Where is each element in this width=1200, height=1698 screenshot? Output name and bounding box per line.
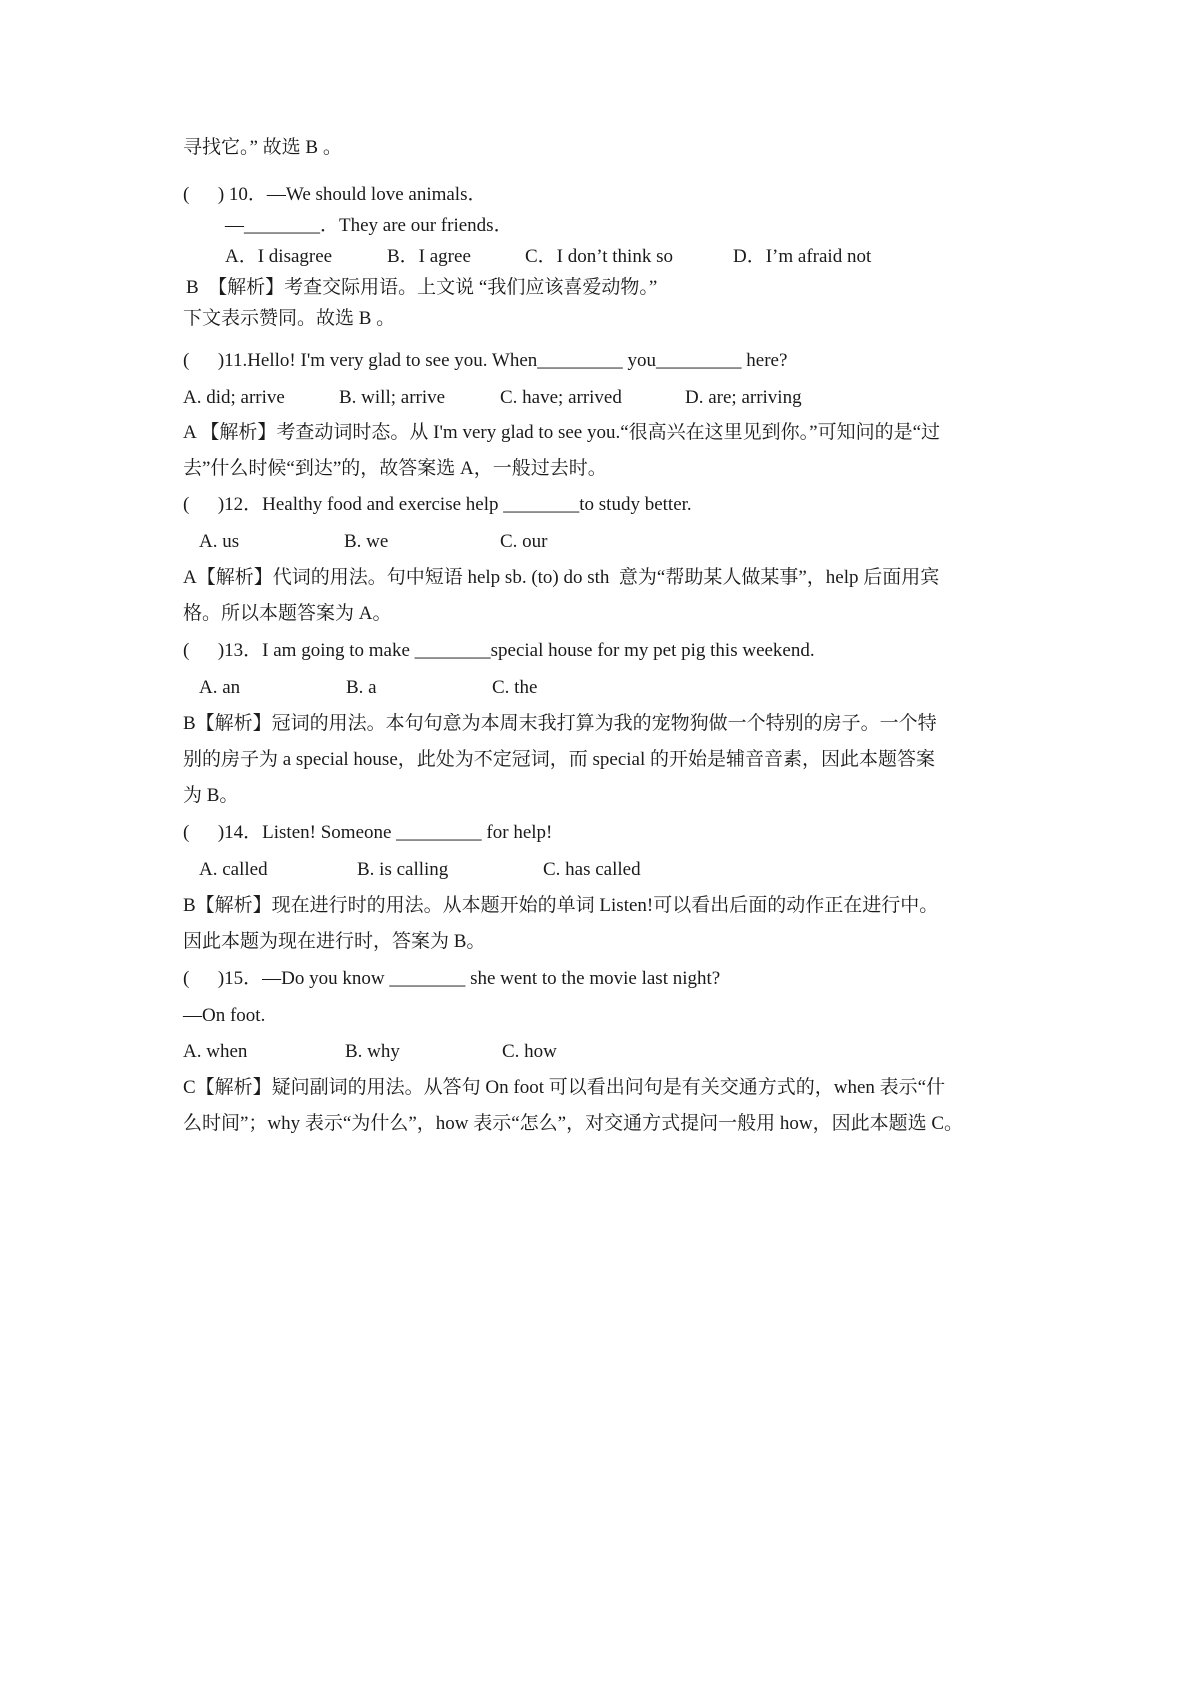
- q10-analysis-1: B 【解析】考查交际用语。上文说 “我们应该喜爱动物。”: [186, 277, 658, 298]
- q10-response: —________．They are our friends．: [225, 215, 513, 236]
- q15-option-a: A. when: [183, 1041, 248, 1062]
- q12-option-a: A. us: [199, 531, 240, 552]
- q10-option-d: D．I’m afraid not: [733, 246, 872, 267]
- q12-option-c: C. our: [500, 531, 548, 552]
- q11-option-c: C. have; arrived: [500, 387, 622, 408]
- q13-option-c: C. the: [492, 677, 538, 698]
- q14-option-a: A. called: [199, 859, 268, 880]
- q10-analysis-2: 下文表示赞同。故选 B 。: [183, 308, 396, 329]
- q11-question: ( )11.Hello! I'm very glad to see you. When_________ you_________ here?: [183, 350, 788, 371]
- q13-question: ( )13．I am going to make ________special house for my pet pig this weekend.: [183, 640, 815, 661]
- q15-question: ( )15．—Do you know ________ she went to the movie last night?: [183, 968, 721, 989]
- q14-analysis-1: B【解析】现在进行时的用法。从本题开始的单词 Listen!可以看出后面的动作正在进行中。: [183, 895, 939, 916]
- q12-analysis-1: A【解析】代词的用法。句中短语 help sb. (to) do sth 意为“帮助某人做某事”，help 后面用宾: [183, 567, 940, 588]
- q12-option-b: B. we: [344, 531, 389, 552]
- q12-question: ( )12．Healthy food and exercise help ________to study better.: [183, 494, 692, 515]
- q14-option-b: B. is calling: [357, 859, 449, 880]
- q14-analysis-2: 因此本题为现在进行时，答案为 B。: [183, 931, 486, 952]
- q9-analysis-tail: 寻找它。” 故选 B 。: [183, 137, 342, 158]
- q13-analysis-2: 别的房子为 a special house，此处为不定冠词，而 special 的开始是辅音音素，因此本题答案: [183, 749, 936, 770]
- q14-option-c: C. has called: [543, 859, 641, 880]
- q15-option-b: B. why: [345, 1041, 400, 1062]
- q13-option-a: A. an: [199, 677, 241, 698]
- q13-analysis-3: 为 B。: [183, 785, 239, 806]
- q15-option-c: C. how: [502, 1041, 557, 1062]
- q10-option-a: A．I disagree: [225, 246, 333, 267]
- q13-option-b: B. a: [346, 677, 377, 698]
- q15-response: —On foot.: [183, 1005, 266, 1026]
- q10-option-b: B．I agree: [387, 246, 471, 267]
- q10-option-c: C．I don’t think so: [525, 246, 673, 267]
- q15-analysis-1: C【解析】疑问副词的用法。从答句 On foot 可以看出问句是有关交通方式的，when 表示“什: [183, 1077, 946, 1098]
- q11-option-a: A. did; arrive: [183, 387, 285, 408]
- q14-question: ( )14．Listen! Someone _________ for help!: [183, 822, 553, 843]
- q13-analysis-1: B【解析】冠词的用法。本句句意为本周末我打算为我的宠物狗做一个特别的房子。一个特: [183, 713, 937, 734]
- q11-analysis-2: 去”什么时候“到达”的，故答案选 A，一般过去时。: [183, 458, 607, 479]
- q11-option-d: D. are; arriving: [685, 387, 802, 408]
- q11-analysis-1: A 【解析】考查动词时态。从 I'm very glad to see you.“很高兴在这里见到你。”可知问的是“过: [183, 422, 941, 443]
- q10-question: ( ) 10．—We should love animals．: [183, 184, 487, 205]
- q11-option-b: B. will; arrive: [339, 387, 446, 408]
- q12-analysis-2: 格。所以本题答案为 A。: [183, 603, 392, 624]
- q15-analysis-2: 么时间”；why 表示“为什么”，how 表示“怎么”，对交通方式提问一般用 how，因此本题选 C。: [183, 1113, 964, 1134]
